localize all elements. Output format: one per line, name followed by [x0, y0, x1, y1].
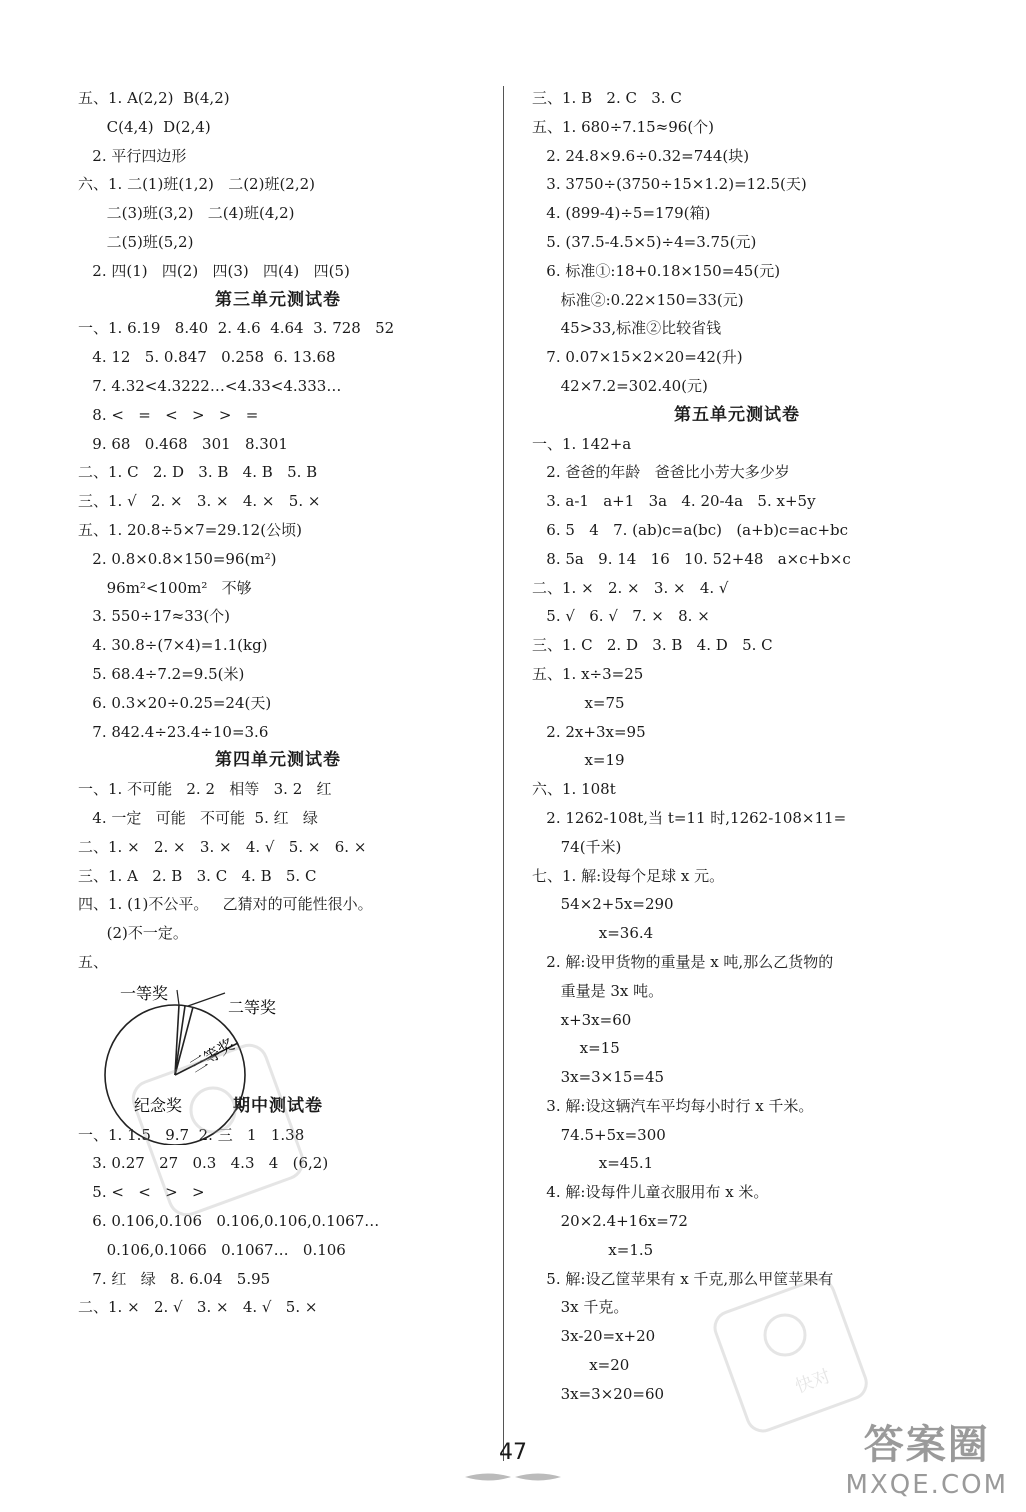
answer-line: 五、1. 680÷7.15≈96(个) — [532, 117, 715, 136]
answer-line: 3x=3×20=60 — [532, 1384, 665, 1403]
answer-line: 标准②:0.22×150=33(元) — [532, 290, 744, 309]
answer-line: 七、1. 解:设每个足球 x 元。 — [532, 866, 725, 885]
answer-line: (2)不一定。 — [78, 924, 188, 943]
answer-line: 六、1. 二(1)班(1,2) 二(2)班(2,2) — [78, 175, 315, 194]
answer-line: 2. 2x+3x=95 — [532, 722, 646, 741]
answer-line: 一、1. 142+a — [532, 434, 632, 453]
answer-line: 一、1. 1.5 9.7 2. 三 1 1.38 — [78, 1125, 305, 1144]
answer-line: 4. (899-4)÷5=179(箱) — [532, 204, 711, 223]
pie-label-second: 二等奖 — [228, 1000, 277, 1017]
answer-line: 8. 5a 9. 14 16 10. 52+48 a×c+b×c — [532, 549, 851, 568]
answer-line: 2. 四(1) 四(2) 四(3) 四(4) 四(5) — [78, 261, 350, 280]
answer-line: 5. 解:设乙筐苹果有 x 千克,那么甲筐苹果有 — [532, 1269, 834, 1288]
answer-line: 20×2.4+16x=72 — [532, 1212, 688, 1231]
answer-line: 54×2+5x=290 — [532, 895, 674, 914]
answer-line: 五、 — [78, 952, 109, 971]
page-number: 47 — [499, 1440, 527, 1465]
answer-line: 一、1. 6.19 8.40 2. 4.6 4.64 3. 728 52 — [78, 319, 395, 338]
answer-line: 96m²<100m² 不够 — [78, 578, 252, 597]
answer-line: 7. 0.07×15×2×20=42(升) — [532, 348, 743, 367]
answer-line: 6. 标准①:18+0.18×150=45(元) — [532, 261, 781, 280]
answer-line: x=1.5 — [532, 1240, 654, 1259]
answer-line: x=36.4 — [532, 924, 654, 943]
answer-line: 4. 30.8÷(7×4)=1.1(kg) — [78, 636, 268, 655]
answer-line: 7. 红 绿 8. 6.04 5.95 — [78, 1269, 271, 1288]
answer-line: 3. 解:设这辆汽车平均每小时行 x 千米。 — [532, 1096, 814, 1115]
pie-label-souvenir: 纪念奖 — [134, 1098, 183, 1115]
logo-url: MXQE.COM — [845, 1470, 1008, 1500]
answer-line: 7. 4.32<4.3222…<4.33<4.333… — [78, 376, 342, 395]
answer-line: 74(千米) — [532, 837, 622, 856]
answer-line: 重量是 3x 吨。 — [532, 981, 664, 1000]
answer-line: 45>33,标准②比较省钱 — [532, 319, 722, 338]
pie-leader-first — [177, 990, 179, 1005]
answer-line: x=15 — [532, 1039, 620, 1058]
answer-line: 五、1. 20.8÷5×7=29.12(公顷) — [78, 520, 302, 539]
answer-line: 四、1. (1)不公平。 乙猜对的可能性很小。 — [78, 895, 373, 914]
section-title: 第五单元测试卷 — [674, 404, 800, 425]
answer-line: 3. 550÷17≈33(个) — [78, 607, 231, 626]
pie-label-first: 一等奖 — [120, 986, 169, 1003]
answer-line: 5. (37.5-4.5×5)÷4=3.75(元) — [532, 232, 757, 251]
answer-line: 二(3)班(3,2) 二(4)班(4,2) — [78, 204, 295, 223]
answer-line: 3x=3×15=45 — [532, 1068, 665, 1087]
answer-line: 二(5)班(5,2) — [78, 232, 194, 251]
section-title: 第三单元测试卷 — [215, 289, 341, 310]
answer-line: 二、1. C 2. D 3. B 4. B 5. B — [78, 463, 318, 482]
answer-line: 三、1. √ 2. × 3. × 4. × 5. × — [78, 492, 321, 511]
answer-line: 一、1. 不可能 2. 2 相等 3. 2 红 — [78, 780, 332, 799]
answer-line: 5. 68.4÷7.2=9.5(米) — [78, 664, 245, 683]
watermark-text: 快对 — [792, 1365, 834, 1398]
footer-ornament — [463, 1470, 563, 1484]
answer-line: 5. < < > > — [78, 1183, 205, 1202]
answer-line: 3. 0.27 27 0.3 4.3 4 (6,2) — [78, 1154, 329, 1173]
site-logo — [846, 1413, 1008, 1500]
answer-line: 4. 解:设每件儿童衣服用布 x 米。 — [532, 1183, 769, 1202]
answer-line: 7. 842.4÷23.4÷10=3.6 — [78, 722, 269, 741]
answer-line: 2. 解:设甲货物的重量是 x 吨,那么乙货物的 — [532, 952, 834, 971]
answer-line: 3x 千克。 — [532, 1298, 629, 1317]
answer-line: 6. 5 4 7. (ab)c=a(bc) (a+b)c=ac+bc — [532, 520, 849, 539]
answer-line: x=45.1 — [532, 1154, 654, 1173]
section-title: 第四单元测试卷 — [215, 750, 341, 771]
answer-line: 6. 0.3×20÷0.25=24(天) — [78, 693, 272, 712]
logo-text: 答案圈 — [863, 1422, 990, 1468]
answer-line: 二、1. × 2. × 3. × 4. √ 5. × 6. × — [78, 837, 367, 856]
answer-line: x=20 — [532, 1356, 630, 1375]
watermark-stamp-left — [118, 1040, 318, 1230]
answer-line: 5. √ 6. √ 7. × 8. × — [532, 607, 710, 626]
answer-line: 8. < = < > > = — [78, 405, 259, 424]
answer-line: 4. 12 5. 0.847 0.258 6. 13.68 — [78, 348, 336, 367]
answer-line: 3. a-1 a+1 3a 4. 20-4a 5. x+5y — [532, 492, 816, 511]
answer-line: 2. 0.8×0.8×150=96(m²) — [78, 549, 277, 568]
answer-line: 74.5+5x=300 — [532, 1125, 666, 1144]
answer-line: 2. 平行四边形 — [78, 146, 187, 165]
right-column — [532, 84, 942, 1409]
answer-line: 2. 爸爸的年龄 爸爸比小芳大多少岁 — [532, 463, 790, 482]
answer-line: 4. 一定 可能 不可能 5. 红 绿 — [78, 808, 318, 827]
answer-line: 三、1. C 2. D 3. B 4. D 5. C — [532, 636, 773, 655]
section-title: 期中测试卷 — [233, 1095, 323, 1116]
answer-line: 42×7.2=302.40(元) — [532, 376, 708, 395]
answer-line: 3x-20=x+20 — [532, 1327, 656, 1346]
answer-line: 二、1. × 2. √ 3. × 4. √ 5. × — [78, 1298, 318, 1317]
answer-line: 五、1. x÷3=25 — [532, 664, 644, 683]
answer-line: 五、1. A(2,2) B(4,2) — [78, 89, 230, 107]
answer-line: C(4,4) D(2,4) — [78, 117, 211, 136]
answer-line: 2. 1262-108t,当 t=11 时,1262-108×11= — [532, 808, 847, 827]
answer-line: 六、1. 108t — [532, 780, 616, 799]
answer-line: 二、1. × 2. × 3. × 4. √ — [532, 578, 729, 597]
answer-line: 三、1. B 2. C 3. C — [532, 89, 682, 107]
answer-line: x=75 — [532, 693, 625, 712]
answer-line: 0.106,0.1066 0.1067… 0.106 — [78, 1240, 346, 1259]
answer-line: 3. 3750÷(3750÷15×1.2)=12.5(天) — [532, 175, 807, 194]
pie-label-third: 三等奖 — [187, 1036, 238, 1077]
answer-line: 2. 24.8×9.6÷0.32=744(块) — [532, 146, 750, 165]
pie-leader-second — [188, 993, 225, 1006]
column-divider — [503, 86, 504, 1461]
answer-line: 三、1. A 2. B 3. C 4. B 5. C — [78, 866, 317, 885]
answer-line: 6. 0.106,0.106 0.106,0.106,0.1067… — [78, 1212, 380, 1231]
answer-line: x+3x=60 — [532, 1010, 632, 1029]
answer-line: 9. 68 0.468 301 8.301 — [78, 434, 288, 453]
answer-line: x=19 — [532, 751, 625, 770]
